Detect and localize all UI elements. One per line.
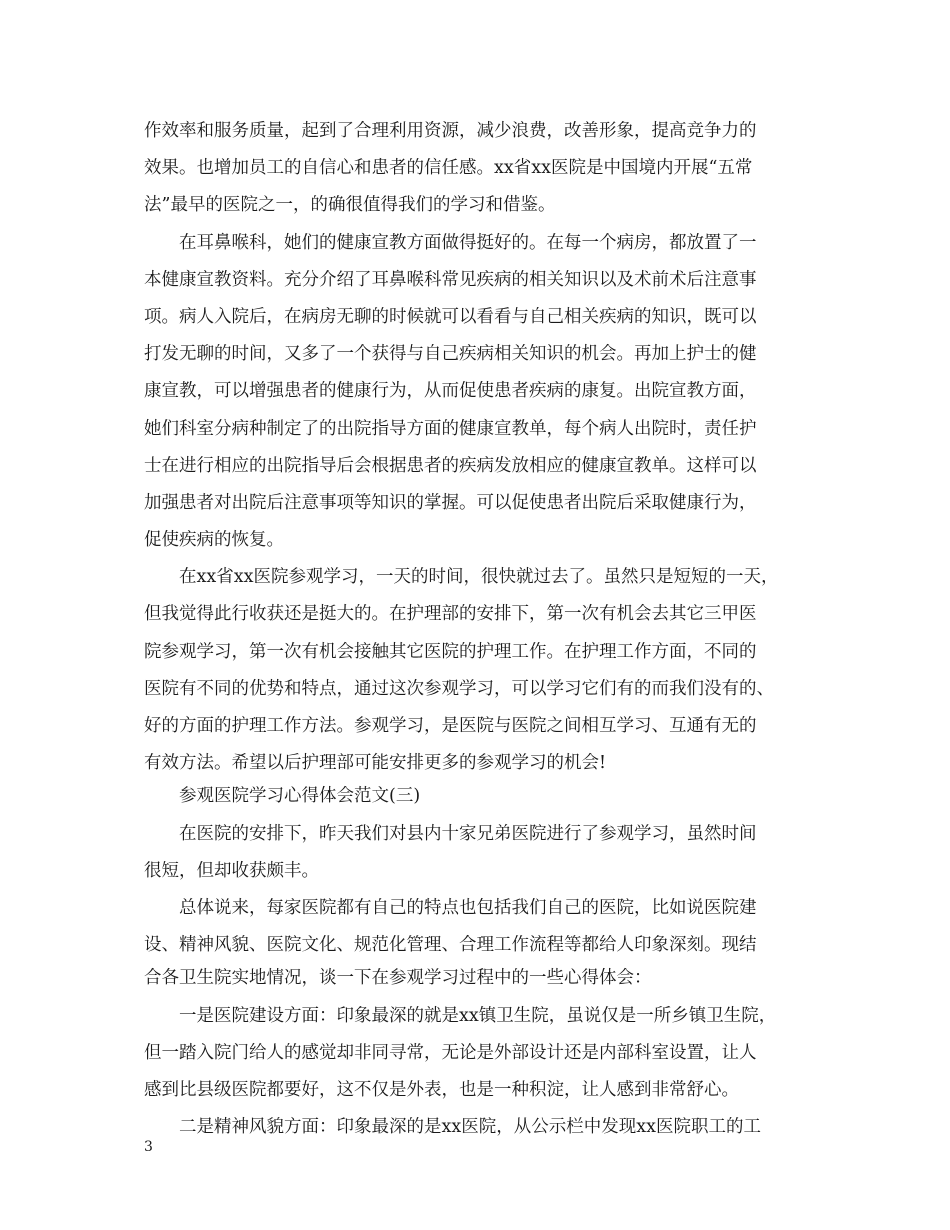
text-line: 本健康宣教资料。充分介绍了耳鼻喉科常见疾病的相关知识以及术前术后注意事 — [144, 269, 757, 290]
paragraph-start-line: 总体说来，每家医院都有自己的特点也包括我们自己的医院，比如说医院建 — [179, 897, 757, 918]
text-line: 院参观学习，第一次有机会接触其它医院的护理工作。在护理工作方面，不同的 — [144, 641, 757, 662]
text-line: 医院有不同的优势和特点，通过这次参观学习，可以学习它们有的而我们没有的、 — [144, 678, 774, 699]
text-line: 康宣教，可以增强患者的健康行为，从而促使患者疾病的康复。出院宣教方面， — [144, 381, 757, 402]
text-line: 合各卫生院实地情况，谈一下在参观学习过程中的一些心得体会： — [144, 968, 652, 989]
text-line: 设、精神风貌、医院文化、规范化管理、合理工作流程等都给人印象深刻。现结 — [144, 935, 757, 956]
text-line: 但一踏入院门给人的感觉却非同寻常，无论是外部设计还是内部科室设置，让人 — [144, 1042, 757, 1063]
page-number: 3 — [144, 1139, 153, 1155]
text-line: 但我觉得此行收获还是挺大的。在护理部的安排下，第一次有机会去其它三甲医 — [144, 604, 757, 625]
text-line: 促使疾病的恢复。 — [144, 530, 284, 551]
text-line: 效果。也增加员工的自信心和患者的信任感。xx省xx医院是中国境内开展“五常 — [144, 158, 753, 179]
text-line: 加强患者对出院后注意事项等知识的掌握。可以促使患者出院后采取健康行为， — [144, 492, 757, 513]
text-line: 她们科室分病种制定了的出院指导方面的健康宣教单，每个病人出院时，责任护 — [144, 418, 757, 439]
text-line: 很短，但却收获颇丰。 — [144, 860, 319, 881]
paragraph-start-line: 在医院的安排下，昨天我们对县内十家兄弟医院进行了参观学习，虽然时间 — [179, 823, 757, 844]
document-body — [144, 113, 814, 1146]
paragraph-start-line: 在耳鼻喉科，她们的健康宣教方面做得挺好的。在每一个病房，都放置了一 — [179, 232, 757, 253]
text-line: 有效方法。希望以后护理部可能安排更多的参观学习的机会! — [144, 753, 607, 774]
text-line: 士在进行相应的出院指导后会根据患者的疾病发放相应的健康宣教单。这样可以 — [144, 455, 757, 476]
paragraph-start-line: 一是医院建设方面：印象最深的就是xx镇卫生院，虽说仅是一所乡镇卫生院， — [179, 1005, 777, 1026]
text-line: 好的方面的护理工作方法。参观学习，是医院与医院之间相互学习、互通有无的 — [144, 716, 757, 736]
text-line: 法”最早的医院之一，的确很值得我们的学习和借鉴。 — [144, 195, 556, 216]
text-line: 项。病人入院后，在病房无聊的时候就可以看看与自己相关疾病的知识，既可以 — [144, 306, 757, 327]
text-line: 打发无聊的时间，又多了一个获得与自己疾病相关知识的机会。再加上护士的健 — [144, 344, 757, 365]
text-line: 感到比县级医院都要好，这不仅是外表，也是一种积淀，让人感到非常舒心。 — [144, 1079, 739, 1100]
text-line: 作效率和服务质量，起到了合理利用资源，减少浪费，改善形象，提高竞争力的 — [144, 121, 757, 141]
section-heading: 参观医院学习心得体会范文(三) — [179, 786, 421, 807]
paragraph-start-line: 在xx省xx医院参观学习，一天的时间，很快就过去了。虽然只是短短的一天， — [179, 567, 779, 588]
paragraph-start-line: 二是精神风貌方面：印象最深的是xx医院，从公示栏中发现xx医院职工的工 — [179, 1117, 761, 1138]
